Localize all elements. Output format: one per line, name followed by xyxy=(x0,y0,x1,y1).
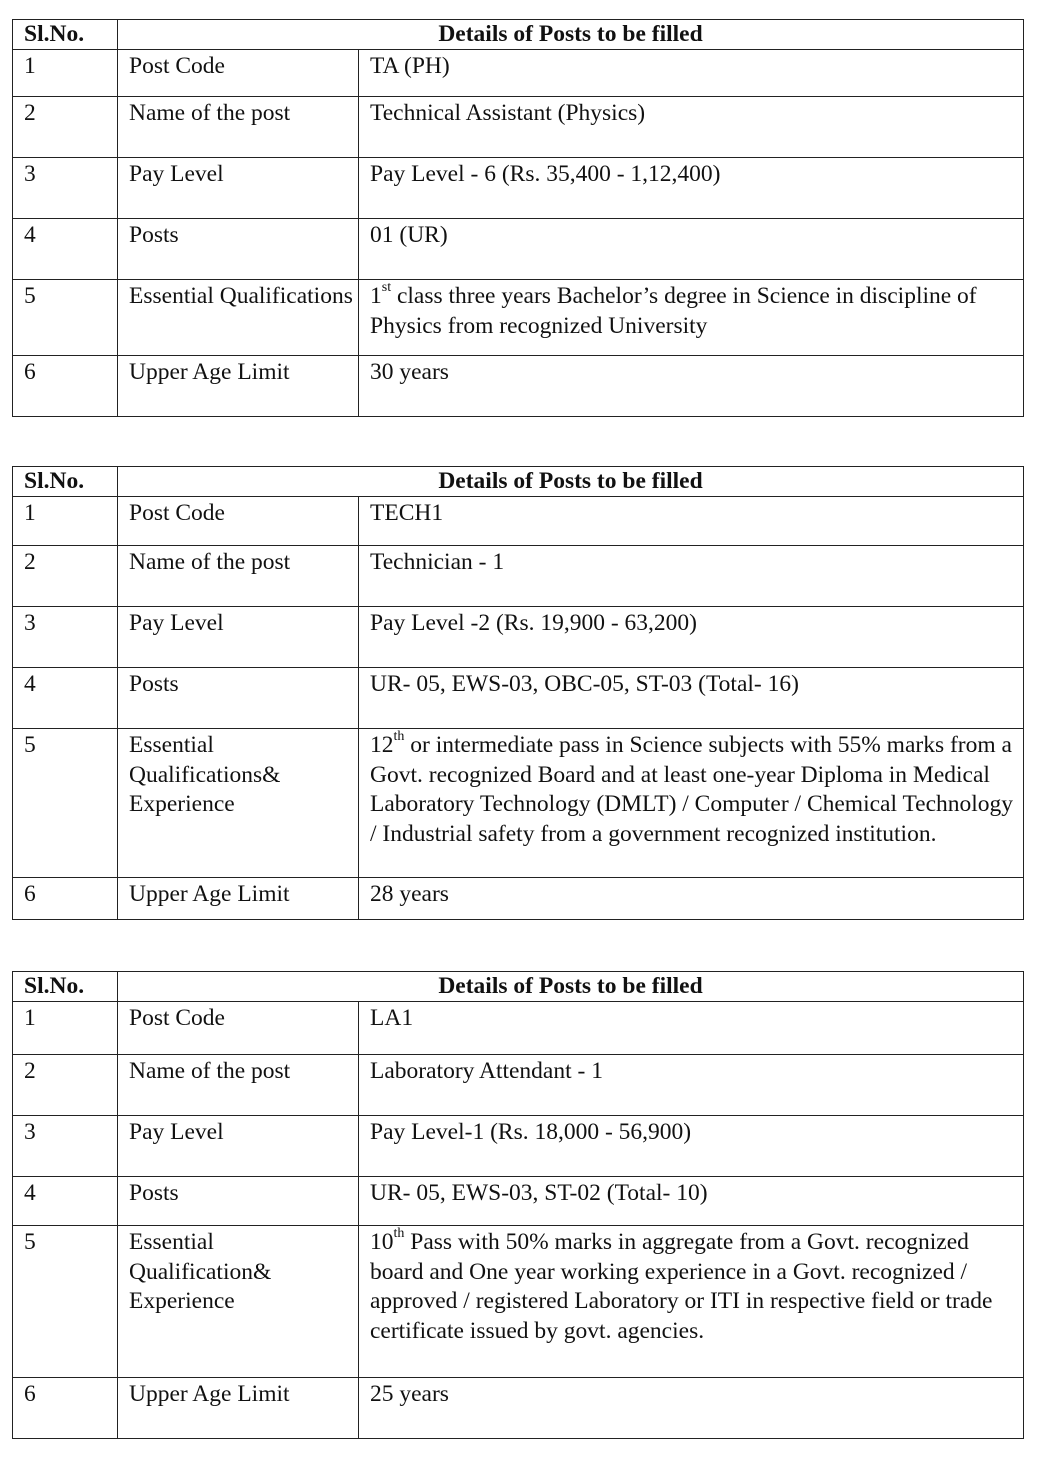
field-value: Technician - 1 xyxy=(359,546,1024,607)
field-label: Pay Level xyxy=(118,607,359,668)
post-details-table-1 xyxy=(12,19,1024,417)
field-label: Name of the post xyxy=(118,1055,359,1116)
table-row xyxy=(13,1116,1024,1177)
field-value: Pay Level-1 (Rs. 18,000 - 56,900) xyxy=(359,1116,1024,1177)
table-row xyxy=(13,546,1024,607)
sl-no-cell: 6 xyxy=(13,1378,118,1439)
sl-no-cell: 6 xyxy=(13,356,118,417)
field-label: Essential Qualifications xyxy=(118,280,359,356)
table-header-row xyxy=(13,972,1024,1002)
field-label: Upper Age Limit xyxy=(118,1378,359,1439)
details-header: Details of Posts to be filled xyxy=(118,467,1024,497)
table-row xyxy=(13,1177,1024,1226)
sl-no-cell: 5 xyxy=(13,729,118,878)
table-row xyxy=(13,607,1024,668)
table-row xyxy=(13,1002,1024,1055)
ordinal-number: 12 xyxy=(370,732,394,758)
table-row xyxy=(13,158,1024,219)
field-value: Pay Level - 6 (Rs. 35,400 - 1,12,400) xyxy=(359,158,1024,219)
field-label: Post Code xyxy=(118,1002,359,1055)
sl-no-cell: 5 xyxy=(13,280,118,356)
qualification-text: class three years Bachelor’s degree in Science in discipline of Physics from recognized University xyxy=(370,283,977,339)
table-row xyxy=(13,878,1024,920)
field-label: Upper Age Limit xyxy=(118,878,359,920)
table-row xyxy=(13,50,1024,97)
field-value: Laboratory Attendant - 1 xyxy=(359,1055,1024,1116)
field-value: TA (PH) xyxy=(359,50,1024,97)
field-label: Post Code xyxy=(118,50,359,97)
field-value: 01 (UR) xyxy=(359,219,1024,280)
ordinal-number: 10 xyxy=(370,1229,394,1255)
field-label: Name of the post xyxy=(118,97,359,158)
field-value: Technical Assistant (Physics) xyxy=(359,97,1024,158)
field-value xyxy=(359,280,1024,356)
ordinal-suffix: th xyxy=(393,729,405,745)
post-details-table-2 xyxy=(12,466,1024,920)
field-label: Post Code xyxy=(118,497,359,546)
sl-no-cell: 3 xyxy=(13,1116,118,1177)
field-value xyxy=(359,1226,1024,1378)
ordinal-number: 1 xyxy=(370,283,382,309)
table-row xyxy=(13,1055,1024,1116)
sl-no-cell: 4 xyxy=(13,219,118,280)
table-row xyxy=(13,668,1024,729)
sl-no-header: Sl.No. xyxy=(13,20,118,50)
field-label: Upper Age Limit xyxy=(118,356,359,417)
sl-no-cell: 2 xyxy=(13,546,118,607)
field-value: LA1 xyxy=(359,1002,1024,1055)
field-label: Pay Level xyxy=(118,1116,359,1177)
field-value: UR- 05, EWS-03, ST-02 (Total- 10) xyxy=(359,1177,1024,1226)
details-header: Details of Posts to be filled xyxy=(118,972,1024,1002)
sl-no-cell: 1 xyxy=(13,50,118,97)
sl-no-cell: 1 xyxy=(13,497,118,546)
table-row xyxy=(13,97,1024,158)
field-value: UR- 05, EWS-03, OBC-05, ST-03 (Total- 16) xyxy=(359,668,1024,729)
field-value: Pay Level -2 (Rs. 19,900 - 63,200) xyxy=(359,607,1024,668)
ordinal-suffix: th xyxy=(393,1226,405,1242)
sl-no-cell: 3 xyxy=(13,607,118,668)
field-label: Pay Level xyxy=(118,158,359,219)
qualification-text: Pass with 50% marks in aggregate from a Govt. recognized board and One year working experience in a Govt. recognized / approved / registered Laboratory or ITI in respective field or trade certificate issued by govt. agencies. xyxy=(370,1229,993,1344)
table-row xyxy=(13,497,1024,546)
field-label: Name of the post xyxy=(118,546,359,607)
table-row xyxy=(13,729,1024,878)
field-label: Posts xyxy=(118,1177,359,1226)
field-label: Essential Qualifications& Experience xyxy=(118,729,359,878)
field-label: Posts xyxy=(118,219,359,280)
table-header-row xyxy=(13,467,1024,497)
field-value: TECH1 xyxy=(359,497,1024,546)
sl-no-cell: 5 xyxy=(13,1226,118,1378)
field-value: 30 years xyxy=(359,356,1024,417)
sl-no-cell: 2 xyxy=(13,1055,118,1116)
details-header: Details of Posts to be filled xyxy=(118,20,1024,50)
field-label: Posts xyxy=(118,668,359,729)
field-value xyxy=(359,729,1024,878)
table-header-row xyxy=(13,20,1024,50)
sl-no-cell: 3 xyxy=(13,158,118,219)
table-row xyxy=(13,280,1024,356)
sl-no-cell: 6 xyxy=(13,878,118,920)
field-value: 28 years xyxy=(359,878,1024,920)
sl-no-header: Sl.No. xyxy=(13,467,118,497)
field-label: Essential Qualification& Experience xyxy=(118,1226,359,1378)
sl-no-cell: 1 xyxy=(13,1002,118,1055)
field-value: 25 years xyxy=(359,1378,1024,1439)
table-row xyxy=(13,1378,1024,1439)
ordinal-suffix: st xyxy=(381,280,392,296)
sl-no-header: Sl.No. xyxy=(13,972,118,1002)
table-row xyxy=(13,219,1024,280)
table-row xyxy=(13,356,1024,417)
table-row xyxy=(13,1226,1024,1378)
sl-no-cell: 4 xyxy=(13,668,118,729)
qualification-text: or intermediate pass in Science subjects with 55% marks from a Govt. recognized Board and at least one-year Diploma in Medical Laboratory Technology (DMLT) / Computer / Chemical Technology / Industrial safety from a government recognized institution. xyxy=(370,732,1014,847)
sl-no-cell: 4 xyxy=(13,1177,118,1226)
sl-no-cell: 2 xyxy=(13,97,118,158)
post-details-table-3 xyxy=(12,971,1024,1439)
